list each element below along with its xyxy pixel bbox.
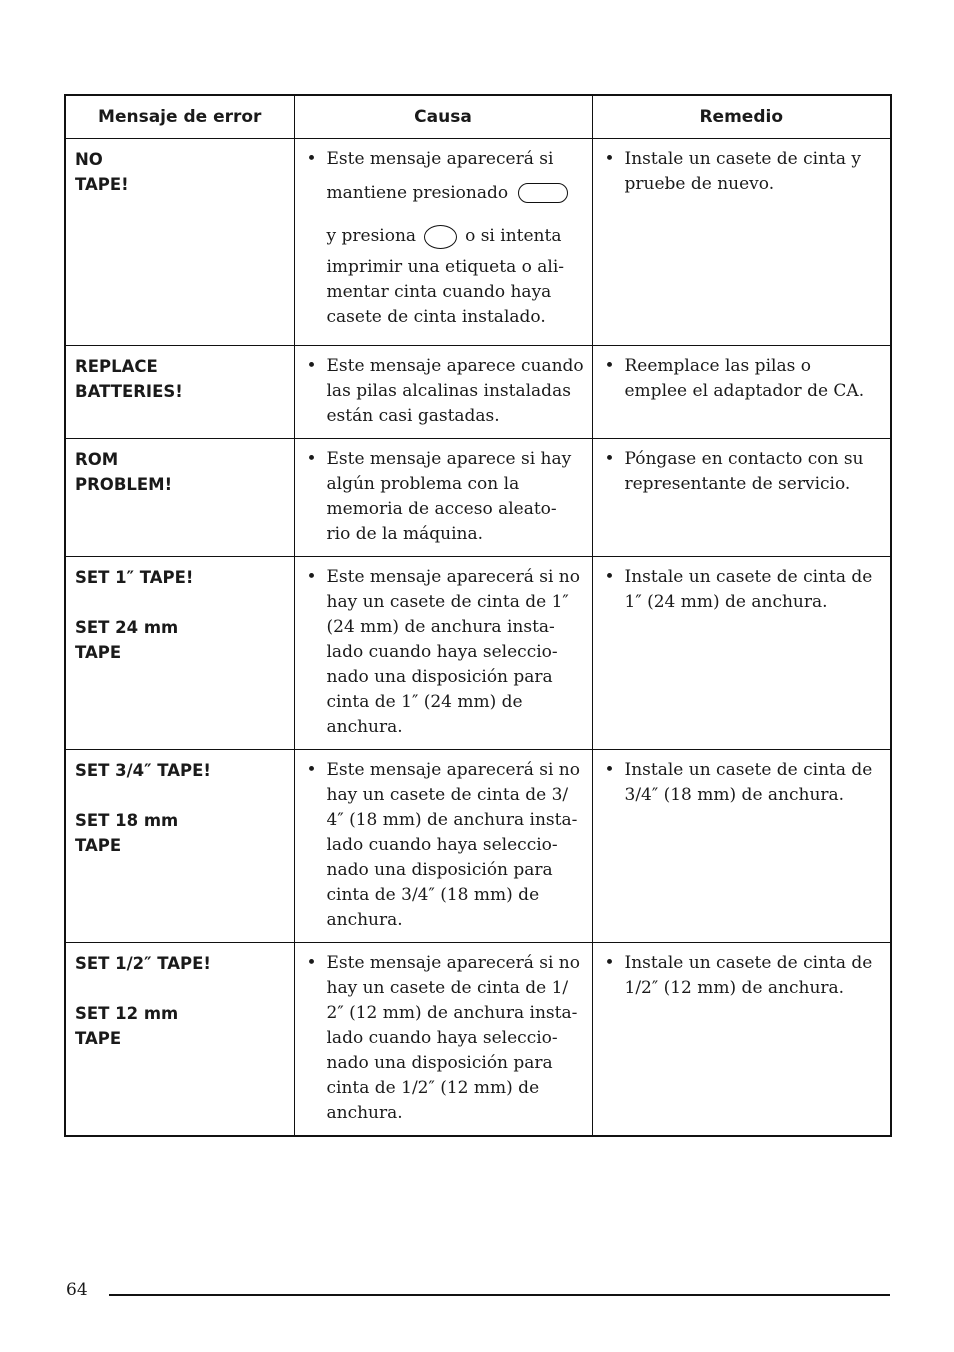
error-message-cell: [65, 139, 294, 346]
cause-bullet: [305, 354, 586, 429]
remedy-text: • Póngase en contacto con su: [624, 449, 864, 469]
remedy-cell: [592, 439, 891, 557]
cause-text: nado una disposición para: [326, 860, 553, 880]
remedy-bullet: [603, 951, 885, 1001]
cause-text: anchura.: [326, 910, 403, 930]
cause-text: cinta de 1/2″ (12 mm) de: [326, 1078, 540, 1098]
cause-text: 4″ (18 mm) de anchura insta-: [326, 810, 578, 830]
table-row: [65, 943, 891, 1137]
cause-text: rio de la máquina.: [326, 524, 484, 544]
error-message-text: SET 3/4″ TAPE!: [75, 761, 211, 780]
remedy-text: • Reemplace las pilas o: [624, 356, 811, 376]
cause-bullet: [305, 147, 586, 330]
remedy-text: emplee el adaptador de CA.: [624, 381, 865, 401]
remedy-text: pruebe de nuevo.: [624, 174, 775, 194]
cause-text: cinta de 1″ (24 mm) de: [326, 692, 523, 712]
remedy-cell: [592, 943, 891, 1137]
remedy-text: representante de servicio.: [624, 474, 851, 494]
cause-text: anchura.: [326, 717, 403, 737]
error-message-text: TAPE: [75, 643, 122, 662]
cause-cell: [294, 139, 592, 346]
remedy-text: 1/2″ (12 mm) de anchura.: [624, 978, 845, 998]
cause-text: cinta de 3/4″ (18 mm) de: [326, 885, 540, 905]
cause-cell: [294, 943, 592, 1137]
remedy-text: • Instale un casete de cinta y: [624, 149, 862, 169]
table-header-row: [65, 95, 891, 139]
error-message-text: SET 1/2″ TAPE!: [75, 954, 211, 973]
cause-text: lado cuando haya seleccio-: [326, 1028, 558, 1048]
cause-text: algún problema con la: [326, 474, 520, 494]
cause-text: 2″ (12 mm) de anchura insta-: [326, 1003, 578, 1023]
cause-text: lado cuando haya seleccio-: [326, 835, 558, 855]
cause-text: las pilas alcalinas instaladas: [326, 381, 571, 401]
cause-text: • Este mensaje aparecerá si no: [326, 760, 580, 780]
error-message-text: PROBLEM!: [75, 475, 173, 494]
cause-cell: [294, 439, 592, 557]
table-row: [65, 346, 891, 439]
cause-text: nado una disposición para: [326, 667, 553, 687]
remedy-text: • Instale un casete de cinta de: [624, 567, 873, 587]
cause-text: • Este mensaje aparecerá si no: [326, 567, 580, 587]
cause-text: hay un casete de cinta de 1/: [326, 978, 569, 998]
cause-bullet: [305, 565, 586, 740]
cause-text: • Este mensaje aparece si hay: [326, 449, 572, 469]
error-message-text: BATTERIES!: [75, 382, 183, 401]
error-message-text: TAPE!: [75, 175, 129, 194]
page-number: 64: [66, 1280, 88, 1300]
error-message-text: SET 1″ TAPE!: [75, 568, 194, 587]
footer-divider: [109, 1294, 890, 1296]
remedy-text: • Instale un casete de cinta de: [624, 953, 873, 973]
table-row: [65, 557, 891, 750]
error-message-text: TAPE: [75, 1029, 122, 1048]
error-message-text: SET 18 mm: [75, 811, 179, 830]
cause-text: • Este mensaje aparece cuando: [326, 356, 584, 376]
cause-text: mentar cinta cuando haya: [326, 282, 552, 302]
table-row: [65, 750, 891, 943]
remedy-bullet: [603, 447, 885, 497]
remedy-bullet: [603, 565, 885, 615]
cause-text: memoria de acceso aleato-: [326, 499, 557, 519]
remedy-cell: [592, 346, 891, 439]
cause-bullet: [305, 951, 586, 1126]
remedy-text: • Instale un casete de cinta de: [624, 760, 873, 780]
remedy-cell: [592, 557, 891, 750]
cause-cell: [294, 750, 592, 943]
key-round-icon: [424, 225, 457, 249]
cause-bullet: [305, 758, 586, 933]
cause-text: • Este mensaje aparecerá si: [326, 149, 554, 169]
remedy-cell: [592, 750, 891, 943]
header-error-message: Mensaje de error: [65, 95, 294, 139]
remedy-text: 1″ (24 mm) de anchura.: [624, 592, 828, 612]
cause-text: mantiene presionado: [326, 182, 509, 203]
remedy-bullet: [603, 147, 885, 197]
error-message-cell: [65, 943, 294, 1137]
error-message-text: TAPE: [75, 836, 122, 855]
cause-bullet: [305, 447, 586, 547]
error-message-text: SET 24 mm: [75, 618, 179, 637]
header-remedy: Remedio: [592, 95, 891, 139]
error-message-cell: [65, 439, 294, 557]
cause-cell: [294, 557, 592, 750]
cause-text: hay un casete de cinta de 3/: [326, 785, 569, 805]
cause-text: o si intenta: [465, 226, 562, 246]
cause-text: hay un casete de cinta de 1″: [326, 592, 569, 612]
table-row: [65, 139, 891, 346]
remedy-cell: [592, 139, 891, 346]
cause-cell: [294, 346, 592, 439]
error-message-text: NO: [75, 150, 103, 169]
cause-text: nado una disposición para: [326, 1053, 553, 1073]
cause-text: • Este mensaje aparecerá si no: [326, 953, 580, 973]
key-wide-icon: [518, 183, 568, 203]
cause-text: y presiona: [326, 226, 417, 246]
error-message-table: [64, 94, 892, 1137]
cause-text: casete de cinta instalado.: [326, 307, 546, 327]
cause-text: (24 mm) de anchura insta-: [326, 617, 555, 637]
error-message-cell: [65, 750, 294, 943]
error-message-cell: [65, 557, 294, 750]
error-message-text: ROM: [75, 450, 119, 469]
remedy-bullet: [603, 354, 885, 404]
table-row: [65, 439, 891, 557]
error-message-text: REPLACE: [75, 357, 158, 376]
remedy-text: 3/4″ (18 mm) de anchura.: [624, 785, 845, 805]
error-message-text: SET 12 mm: [75, 1004, 179, 1023]
cause-text: anchura.: [326, 1103, 403, 1123]
cause-text: lado cuando haya seleccio-: [326, 642, 558, 662]
remedy-bullet: [603, 758, 885, 808]
header-cause: Causa: [294, 95, 592, 139]
error-message-cell: [65, 346, 294, 439]
cause-text: están casi gastadas.: [326, 406, 500, 426]
cause-text: imprimir una etiqueta o ali-: [326, 257, 565, 277]
